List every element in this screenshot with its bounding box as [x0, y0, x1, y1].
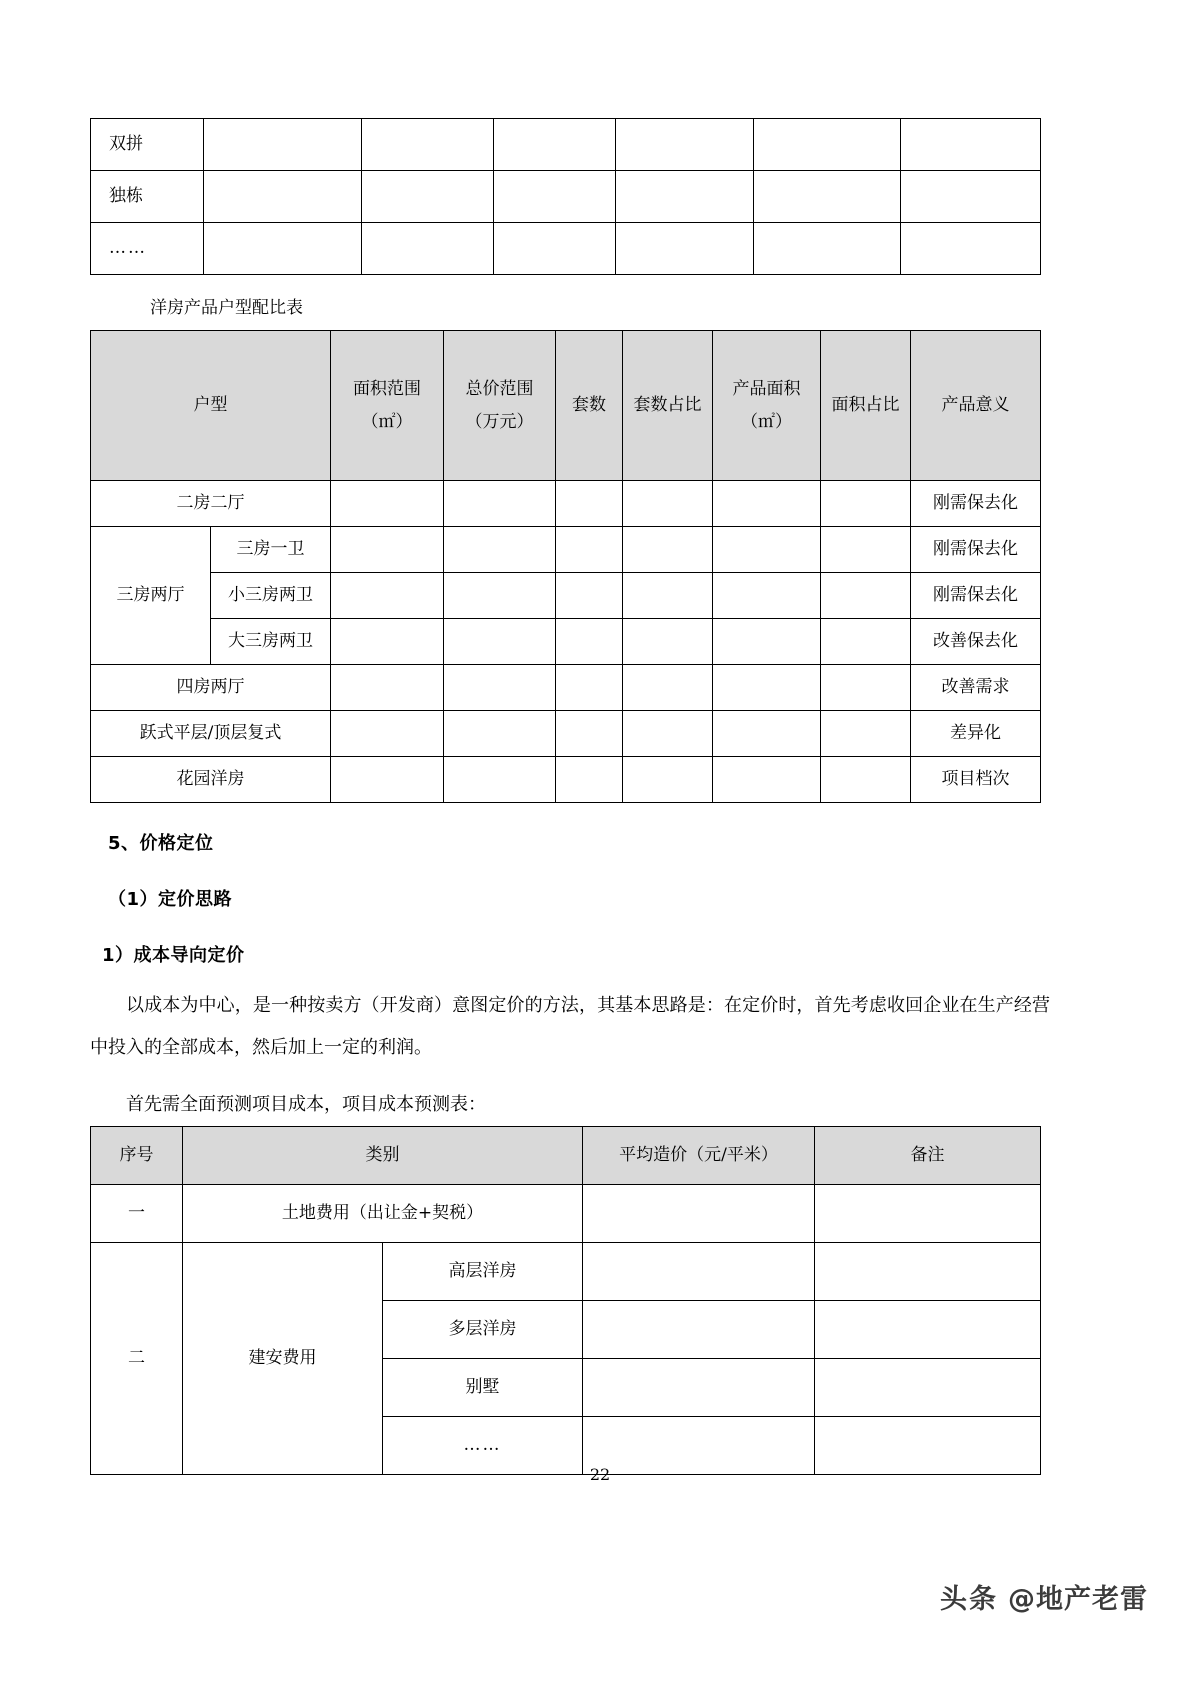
header-price-range [444, 331, 556, 481]
villa-cell [901, 119, 1041, 171]
price-range-cell [444, 481, 556, 527]
table-row [91, 223, 1041, 275]
unit-type-cell: 跃式平层/顶层复式 [91, 711, 331, 757]
remark-cell [815, 1242, 1041, 1300]
villa-cell [204, 223, 362, 275]
unit-type-group-cell: 三房两厅 [91, 527, 211, 665]
product-area-cell [713, 757, 821, 803]
header-area-share: 面积占比 [821, 331, 911, 481]
area-range-cell [331, 711, 444, 757]
product-area-cell [713, 573, 821, 619]
header-category: 类别 [183, 1126, 583, 1184]
header-product-meaning: 产品意义 [911, 331, 1041, 481]
cost-forecast-table [90, 1126, 1041, 1475]
meaning-cell: 差异化 [911, 711, 1041, 757]
unit-share-cell [623, 665, 713, 711]
page-number: 22 [589, 1465, 611, 1484]
meaning-cell: 刚需保去化 [911, 481, 1041, 527]
villa-cell [616, 119, 754, 171]
table-row [91, 171, 1041, 223]
area-share-cell [821, 481, 911, 527]
header-unit-count: 套数 [556, 331, 623, 481]
unit-mix-caption: 洋房产品户型配比表 [150, 298, 303, 318]
area-range-cell [331, 481, 444, 527]
table-row [91, 711, 1041, 757]
category-cell: 土地费用（出让金+契税） [183, 1184, 583, 1242]
category-cell: 建安费用 [183, 1242, 383, 1474]
area-share-cell [821, 527, 911, 573]
header-product-area-unit: （㎡） [741, 411, 792, 432]
unit-subtype-cell: 大三房两卫 [211, 619, 331, 665]
area-range-cell [331, 619, 444, 665]
product-area-cell [713, 665, 821, 711]
meaning-cell: 刚需保去化 [911, 527, 1041, 573]
area-share-cell [821, 757, 911, 803]
table-row [91, 1184, 1041, 1242]
table-header-row [91, 331, 1041, 481]
meaning-cell: 改善需求 [911, 665, 1041, 711]
unit-share-cell [623, 573, 713, 619]
remark-cell [815, 1300, 1041, 1358]
meaning-cell: 刚需保去化 [911, 573, 1041, 619]
remark-cell [815, 1358, 1041, 1416]
table-row [91, 619, 1041, 665]
average-price-cell [583, 1184, 815, 1242]
header-serial-no: 序号 [91, 1126, 183, 1184]
unit-share-cell [623, 527, 713, 573]
villa-row-label: …… [91, 223, 204, 275]
header-price-range-label: 总价范围 [465, 379, 534, 400]
unit-count-cell [556, 481, 623, 527]
header-area-range-unit: （㎡） [361, 411, 413, 432]
table-header-row [91, 1126, 1041, 1184]
header-unit-type: 户型 [91, 331, 331, 481]
section-heading-pricing-approach: （1）定价思路 [108, 889, 233, 910]
average-price-cell [583, 1242, 815, 1300]
meaning-cell: 改善保去化 [911, 619, 1041, 665]
villa-cell [362, 223, 494, 275]
average-price-cell [583, 1300, 815, 1358]
villa-cell [494, 119, 616, 171]
unit-share-cell [623, 757, 713, 803]
area-share-cell [821, 573, 911, 619]
paragraph-cost-oriented: 以成本为中心，是一种按卖方（开发商）意图定价的方法，其基本思路是：在定价时，首先考虑收回企业在生产经营中投入的全部成本，然后加上一定的利润。 [90, 995, 1050, 1059]
villa-cell [204, 171, 362, 223]
remark-cell [815, 1184, 1041, 1242]
subcategory-cell: 高层洋房 [383, 1242, 583, 1300]
villa-cell [362, 171, 494, 223]
villa-row-label: 双拼 [91, 119, 204, 171]
serial-no-cell: 二 [91, 1242, 183, 1474]
area-share-cell [821, 711, 911, 757]
unit-type-cell: 花园洋房 [91, 757, 331, 803]
area-range-cell [331, 573, 444, 619]
villa-cell [494, 171, 616, 223]
unit-subtype-cell: 小三房两卫 [211, 573, 331, 619]
area-share-cell [821, 619, 911, 665]
table-row [91, 1242, 1041, 1300]
villa-cell [754, 171, 901, 223]
unit-count-cell [556, 757, 623, 803]
area-share-cell [821, 665, 911, 711]
product-area-cell [713, 711, 821, 757]
unit-count-cell [556, 665, 623, 711]
unit-share-cell [623, 619, 713, 665]
section-heading-cost-oriented-pricing: 1）成本导向定价 [102, 945, 245, 966]
unit-type-cell: 四房两厅 [91, 665, 331, 711]
table-row [91, 119, 1041, 171]
subcategory-cell: 别墅 [383, 1358, 583, 1416]
table-row [91, 665, 1041, 711]
product-area-cell [713, 481, 821, 527]
product-area-cell [713, 527, 821, 573]
area-range-cell [331, 757, 444, 803]
header-area-range [331, 331, 444, 481]
table-row [91, 481, 1041, 527]
paragraph-cost-forecast-intro: 首先需全面预测项目成本，项目成本预测表： [126, 1093, 486, 1115]
price-range-cell [444, 757, 556, 803]
unit-count-cell [556, 527, 623, 573]
header-price-range-unit: （万元） [465, 411, 534, 432]
header-product-area [713, 331, 821, 481]
table-row [91, 527, 1041, 573]
area-range-cell [331, 527, 444, 573]
villa-cell [901, 223, 1041, 275]
villa-cell [754, 223, 901, 275]
product-area-cell [713, 619, 821, 665]
villa-cell [362, 119, 494, 171]
villa-cell [754, 119, 901, 171]
header-remark: 备注 [815, 1126, 1041, 1184]
meaning-cell: 项目档次 [911, 757, 1041, 803]
watermark [940, 1577, 1148, 1616]
unit-count-cell [556, 711, 623, 757]
villa-cell [616, 223, 754, 275]
unit-type-cell: 二房二厅 [91, 481, 331, 527]
average-price-cell [583, 1358, 815, 1416]
price-range-cell [444, 527, 556, 573]
table-row [91, 757, 1041, 803]
price-range-cell [444, 573, 556, 619]
villa-cell [616, 171, 754, 223]
villa-cell [204, 119, 362, 171]
price-range-cell [444, 619, 556, 665]
villa-type-table [90, 118, 1041, 275]
header-product-area-label: 产品面积 [732, 379, 801, 400]
unit-count-cell [556, 619, 623, 665]
area-range-cell [331, 665, 444, 711]
subcategory-cell: 多层洋房 [383, 1300, 583, 1358]
villa-row-label: 独栋 [91, 171, 204, 223]
serial-no-cell: 一 [91, 1184, 183, 1242]
table-row [91, 573, 1041, 619]
unit-mix-table [90, 330, 1041, 803]
section-heading-price-positioning: 5、价格定位 [108, 833, 214, 854]
unit-share-cell [623, 481, 713, 527]
subcategory-cell: …… [383, 1416, 583, 1474]
price-range-cell [444, 665, 556, 711]
unit-share-cell [623, 711, 713, 757]
header-area-range-label: 面积范围 [353, 379, 421, 400]
header-unit-share: 套数占比 [623, 331, 713, 481]
header-average-price: 平均造价（元/平米） [583, 1126, 815, 1184]
price-range-cell [444, 711, 556, 757]
villa-cell [901, 171, 1041, 223]
unit-subtype-cell: 三房一卫 [211, 527, 331, 573]
watermark-platform: 头条 [940, 1584, 998, 1615]
unit-count-cell [556, 573, 623, 619]
villa-cell [494, 223, 616, 275]
watermark-author: @地产老雷 [1008, 1584, 1148, 1615]
